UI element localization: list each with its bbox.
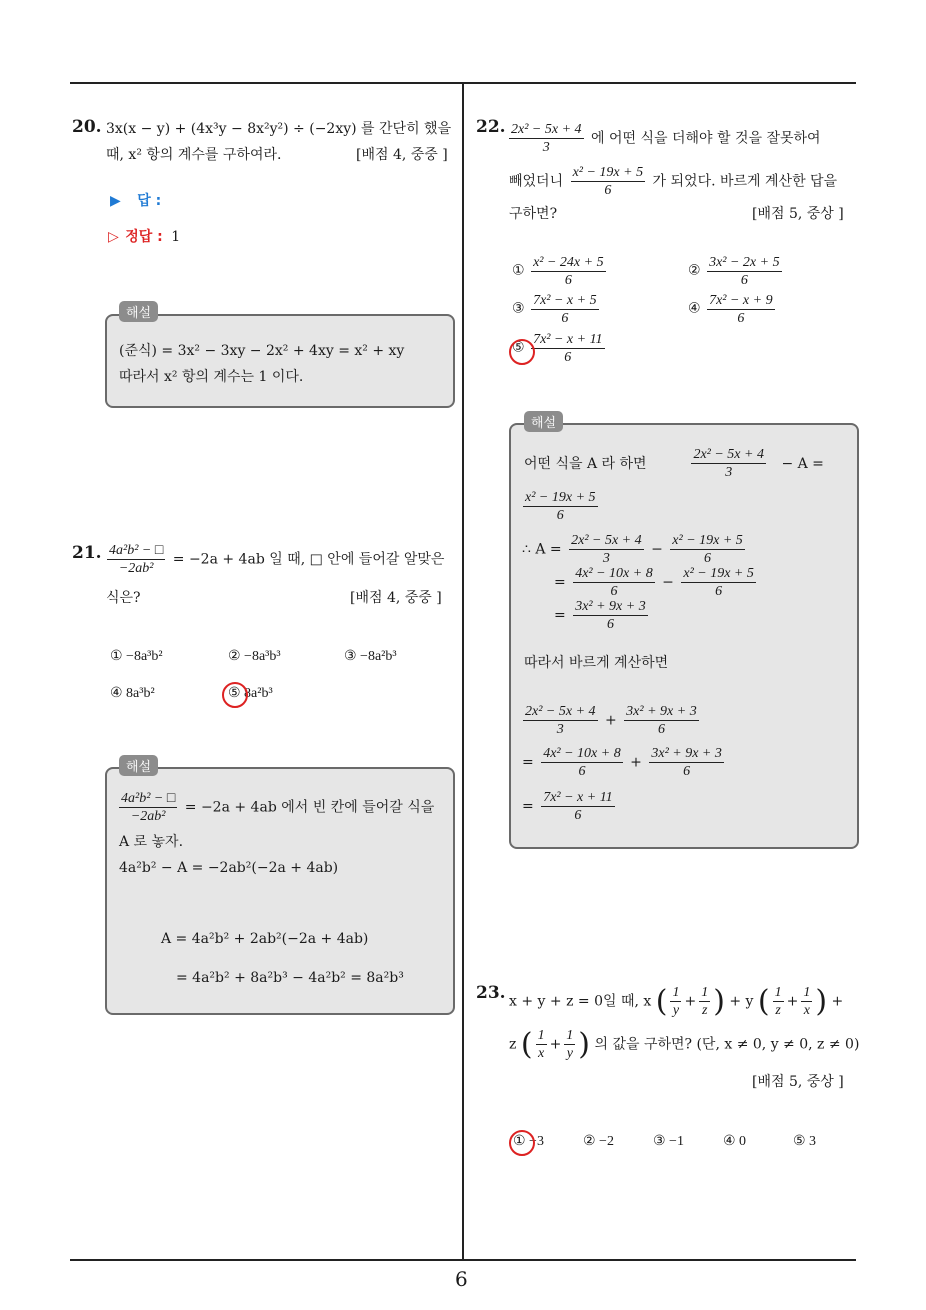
q21-score: [배점 4, 중중 ] [350,590,442,606]
correct-label: 정답 : [125,229,163,245]
q23-score: [배점 5, 중상 ] [752,1074,844,1090]
q22-score: [배점 5, 중상 ] [752,206,844,222]
q22-number: 22. [476,117,506,137]
q22-frac1: $\frac{\text{2x² − 5x + 4}}{3}$ [511,122,582,155]
q21-line1: $\frac{\text{4a²b² − □}}{\text{−2ab²}}$ = −2a + 4ab 일 때, □ 안에 들어갈 알맞은 [109,543,445,576]
correct-value: 1 [171,229,181,245]
q21-answer-circle [222,682,248,708]
q23-number: 23. [476,983,506,1003]
q22-solution-tag: 해설 [524,411,563,432]
q22-line1: $\frac{\text{2x² − 5x + 4}}{3}$ 에 어떤 식을 더해야 할 것을 잘못하여 [511,122,821,155]
q23-option-2[interactable]: ② −2 [583,1134,614,1149]
q20-number: 20. [72,117,102,137]
q22-sol-line8: = $\frac{\text{7x² − x + 11}}{6}$ [522,790,613,823]
answer-label: 답 : [137,193,162,209]
q21-option-2[interactable]: ② −8a³b³ [228,649,281,664]
q23-line1: x + y + z = 0일 때, x ( $\frac{1}{y}$ + $\frac{1}{z}$ ) + y ( $\frac{1}{z}$ + $\frac{1}{x}$ ) + [509,984,844,1019]
bottom-rule [70,1259,856,1261]
q21-option-4[interactable]: ④ 8a³b² [110,686,155,701]
q21-line2: 식은? [106,590,141,606]
q20-line2: 때, x² 항의 계수를 구하여라. [106,147,282,163]
q23-answer-circle [509,1130,535,1156]
q21-sol-line5: = 4a²b² + 8a²b³ − 4a²b² = 8a²b³ [176,970,404,986]
q23-option-3[interactable]: ③ −1 [653,1134,684,1149]
q20-correct-row [108,227,180,247]
q21-fraction: $\frac{\text{4a²b² − □}}{\text{−2ab²}}$ [109,543,164,576]
q20-solution-tag: 해설 [119,301,158,322]
q21-sol-line1: $\frac{\text{4a²b² − □}}{\text{−2ab²}}$ = −2a + 4ab 에서 빈 칸에 들어갈 식을 [121,791,435,824]
q21-sol-fraction: $\frac{\text{4a²b² − □}}{\text{−2ab²}}$ [121,791,176,824]
outline-arrow-icon: ▷ [108,229,119,245]
q20-solution-line1: (준식) = 3x² − 3xy − 2x² + 4xy = x² + xy [119,343,405,359]
q21-option-1[interactable]: ① −8a³b² [110,649,163,664]
q20-score: [배점 4, 중중 ] [356,147,448,163]
q22-sol-follow: 따라서 바르게 계산하면 [524,655,669,671]
page-number: 6 [455,1267,468,1291]
q23-option-1[interactable]: ① −3 [513,1134,544,1149]
q23-option-5[interactable]: ⑤ 3 [793,1134,817,1149]
q20-solution-line2: 따라서 x² 항의 계수는 1 이다. [119,369,304,385]
q22-sol-line6: $\frac{\text{2x² − 5x + 4}}{3}$ + $\frac{\text{3x² + 9x + 3}}{6}$ [525,704,697,737]
q22-sol-line7: = $\frac{\text{4x² − 10x + 8}}{6}$ + $\frac{\text{3x² + 9x + 3}}{6}$ [522,746,722,779]
q20-solution-box [105,314,455,408]
q21-sol-line2: A 로 놓자. [119,834,184,850]
q21-sol-line4: A = 4a²b² + 2ab²(−2a + 4ab) [161,931,369,947]
q22-sol-line3: ∴ A = $\frac{\text{2x² − 5x + 4}}{3}$ − $\frac{\text{x² − 19x + 5}}{6}$ [522,533,743,566]
q22-sol-line2: $\frac{\text{x² − 19x + 5}}{6}$ [525,490,596,523]
q20-answer-row [110,191,161,211]
q22-sol-line5: = $\frac{\text{3x² + 9x + 3}}{6}$ [554,599,646,632]
q22-sol-line1: 어떤 식을 A 라 하면 $\frac{\text{2x² − 5x + 4}}{3}$ − A = [524,447,824,480]
q22-sol-line4: = $\frac{\text{4x² − 10x + 8}}{6}$ − $\frac{\text{x² − 19x + 5}}{6}$ [554,566,754,599]
q21-option-3[interactable]: ③ −8a²b³ [344,649,397,664]
q21-sol-line3: 4a²b² − A = −2ab²(−2a + 4ab) [119,860,339,876]
q22-option-5[interactable]: ⑤ $\frac{\text{7x² − x + 11}}{6}$ [512,332,603,365]
q22-option-1[interactable]: ① $\frac{\text{x² − 24x + 5}}{6}$ [512,255,604,288]
column-divider [462,83,464,1261]
q23-option-4[interactable]: ④ 0 [723,1134,747,1149]
q22-line2: 빼었더니 $\frac{\text{x² − 19x + 5}}{6}$ 가 되었다. 바르게 계산한 답을 [509,165,838,198]
q22-solution-box [509,423,859,849]
q22-answer-circle [509,339,535,365]
q22-option-3[interactable]: ③ $\frac{\text{7x² − x + 5}}{6}$ [512,293,597,326]
play-arrow-icon: ▶ [110,193,121,209]
q22-option-2[interactable]: ② $\frac{\text{3x² − 2x + 5}}{6}$ [688,255,780,288]
q22-frac2: $\frac{\text{x² − 19x + 5}}{6}$ [572,165,644,198]
q21-number: 21. [72,543,102,563]
q21-solution-tag: 해설 [119,755,158,776]
q22-option-4[interactable]: ④ $\frac{\text{7x² − x + 9}}{6}$ [688,293,773,326]
q21-option-5[interactable]: ⑤ 8a²b³ [228,686,273,701]
q20-line1: 3x(x − y) + (4x³y − 8x²y²) ÷ (−2xy) 를 간단히 했을 [106,121,452,137]
q22-line3: 구하면? [509,206,558,222]
q23-line2: z ( $\frac{1}{x}$ + $\frac{1}{y}$ ) 의 값을 구하면? (단, x ≠ 0, y ≠ 0, z ≠ 0) [509,1027,860,1062]
